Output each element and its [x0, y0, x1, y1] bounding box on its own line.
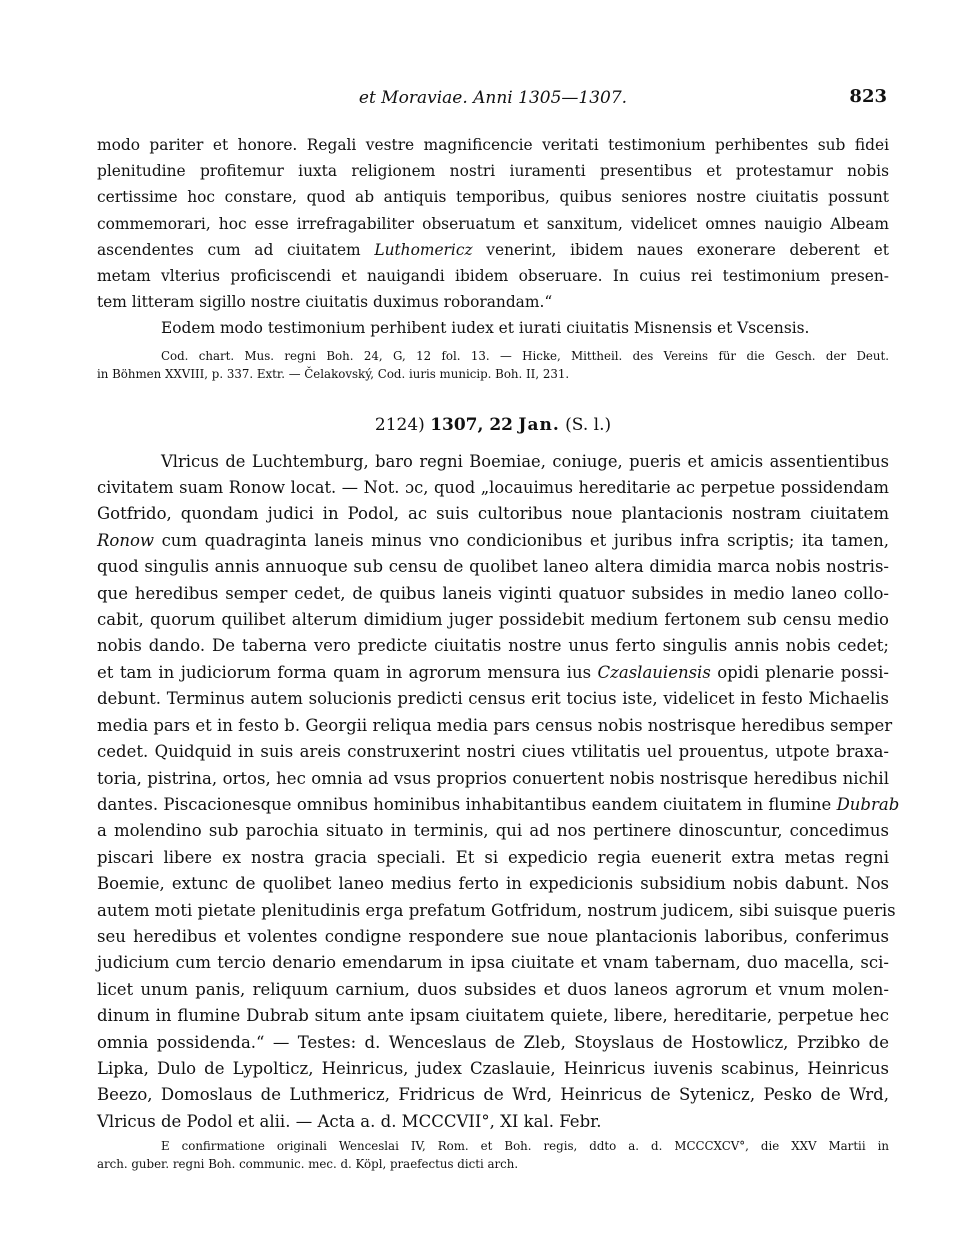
text-line: quod singulis annis annuoque sub censu de quolibet laneo altera dimidia marca nobis nostris-: [97, 557, 889, 577]
text-line: omnia possidenda.“ — Testes: d. Wenceslaus de Zleb, Stoyslaus de Hostowlicz, Przibko de: [97, 1032, 889, 1052]
page-header: [97, 84, 889, 110]
text-line: et tam in judiciorum forma quam in agrorum mensura ius Czaslauiensis opidi plenarie possi-: [97, 662, 889, 682]
text-line: metam vlterius proficiscendi et nauigandi ibidem obseruare. In cuius rei testimonium presen-: [97, 267, 889, 286]
text-line: Lipka, Dulo de Lypolticz, Heinricus, judex Czaslauie, Heinricus iuvenis scabinus, Heinricus: [97, 1058, 889, 1078]
place-name: Ronow: [97, 530, 155, 550]
document-month: Jan.: [518, 414, 560, 435]
place-name: Dubrab: [836, 794, 900, 814]
previous-document-text: [97, 132, 889, 342]
document-number: 2124): [374, 414, 425, 435]
text-line: Boemie, extunc de quolibet laneo medius ferto in expedicionis subsidium nobis dabunt. Nos: [97, 874, 889, 894]
text-line: judicium cum tercio denario emendarum in ipsa ciuitate et vnam tabernam, duo macella, sci-: [97, 953, 889, 973]
text-line: autem moti pietate plenitudinis erga prefatum Gotfridum, nostrum judicem, sibi suisque pueris: [97, 900, 896, 920]
place-name: Luthomericz: [374, 240, 473, 259]
text-line: commemorari, hoc esse irrefragabiliter obseruatum et sanxitum, videlicet omnes nauigio Albeam: [97, 214, 889, 233]
note-line: Cod. chart. Mus. regni Boh. 24, G, 12 fol. 13. — Hicke, Mittheil. des Vereins für die Gesch. der Deut.: [161, 348, 889, 363]
source-note: [97, 1137, 889, 1173]
page-number: 823: [849, 86, 887, 107]
text-line: certissime hoc constare, quod ab antiquis temporibus, quibus seniores nostre ciuitatis possunt: [97, 188, 889, 207]
note-line: in Böhmen XXVIII, p. 337. Extr. — Čelakovský, Cod. iuris municip. Boh. II, 231.: [97, 366, 570, 381]
summary-line: civitatem suam Ronow locat. — Not. ɔc, quod „locauimus hereditarie ac perpetue possidendam: [97, 478, 889, 498]
source-note: [97, 347, 889, 383]
text-line: nobis dando. De taberna vero predicte ciuitatis nostre unus ferto singulis annis nobis cedet;: [97, 636, 889, 656]
text-line: que heredibus semper cedet, de quibus laneis viginti quatuor subsides in medio laneo collo-: [97, 583, 889, 603]
document-summary: [97, 449, 889, 502]
text-line: cabit, quorum quilibet alterum dimidium juger possidebit medium fertonem sub censu medio: [97, 610, 889, 630]
note-line: arch. guber. regni Boh. communic. mec. d. Köpl, praefectus dicti arch.: [97, 1157, 519, 1172]
document-date: 1307, 22: [430, 414, 513, 435]
text-line: Gotfrido, quondam judici in Podol, ac suis cultoribus noue plantacionis nostram ciuitatem: [97, 504, 889, 524]
text-line: debunt. Terminus autem solucionis predicti census erit tocius iste, videlicet in festo Michaelis: [97, 689, 889, 709]
text-line: tem litteram sigillo nostre ciuitatis duximus roborandam.“: [97, 293, 553, 312]
text-line: a molendino sub parochia situato in terminis, qui ad nos pertinere dinoscuntur, concedimus: [97, 821, 889, 841]
text-line: modo pariter et honore. Regali vestre magnificencie veritati testimonium perhibentes sub fidei: [97, 136, 889, 154]
text-line: seu heredibus et volentes condigne respondere sue noue plantacionis laboribus, conferimus: [97, 926, 889, 946]
text-line: Ronow cum quadraginta laneis minus vno condicionibus et juribus infra scriptis; ita tamen,: [97, 530, 889, 550]
place-name: Czaslauiensis: [597, 662, 711, 682]
document-place: (S. l.): [565, 414, 612, 435]
document-body: [97, 501, 900, 1135]
text-line: licet unum panis, reliquum carnium, duos subsides et duos laneos agrorum et vnum molen-: [97, 979, 889, 999]
text-line: piscari libere ex nostra gracia speciali. Et si expedicio regia euenerit extra metas regni: [97, 847, 889, 867]
text-line: cedet. Quidquid in suis areis construxerint nostri ciues vtilitatis uel prouentus, utpote braxa-: [97, 742, 889, 762]
document-page: [97, 84, 900, 1173]
text-line: Vlricus de Podol et alii. — Acta a. d. MCCCVII°, XI kal. Febr.: [97, 1111, 602, 1131]
text-line: dantes. Piscacionesque omnibus hominibus inhabitantibus eandem ciuitatem in flumine Dubrab: [97, 794, 900, 814]
text-line: Beezo, Domoslaus de Luthmericz, Fridricus de Wrd, Heinricus de Sytenicz, Pesko de Wrd,: [97, 1085, 889, 1105]
text-line: dinum in flumine Dubrab situm ante ipsam ciuitatem quiete, libere, hereditarie, perpetue hec: [97, 1006, 889, 1026]
text-line: media pars et in festo b. Georgii reliqua media pars census nobis nostrisque heredibus semper: [97, 715, 893, 735]
text-line: Eodem modo testimonium perhibent iudex et iurati ciuitatis Misnensis et Vscensis.: [161, 319, 810, 338]
text-line: toria, pistrina, ortos, hec omnia ad vsus proprios conuertent nobis nostrisque heredibus nichil: [97, 768, 889, 788]
note-line: E confirmatione originali Wenceslai IV, Rom. et Boh. regis, ddto a. d. MCCCXCV°, die XXV Martii in: [161, 1139, 889, 1154]
text-line: plenitudine profitemur iuxta religionem nostri iuramenti presentibus et protestamur nobis: [97, 162, 889, 181]
running-title: et Moraviae. Anni 1305—1307.: [358, 88, 628, 108]
document-heading: [97, 415, 889, 441]
summary-line: Vlricus de Luchtemburg, baro regni Boemiae, coniuge, pueris et amicis assentientibus: [161, 451, 889, 471]
text-line: ascendentes cum ad ciuitatem Luthomericz venerint, ibidem naues exonerare deberent et: [97, 240, 889, 259]
